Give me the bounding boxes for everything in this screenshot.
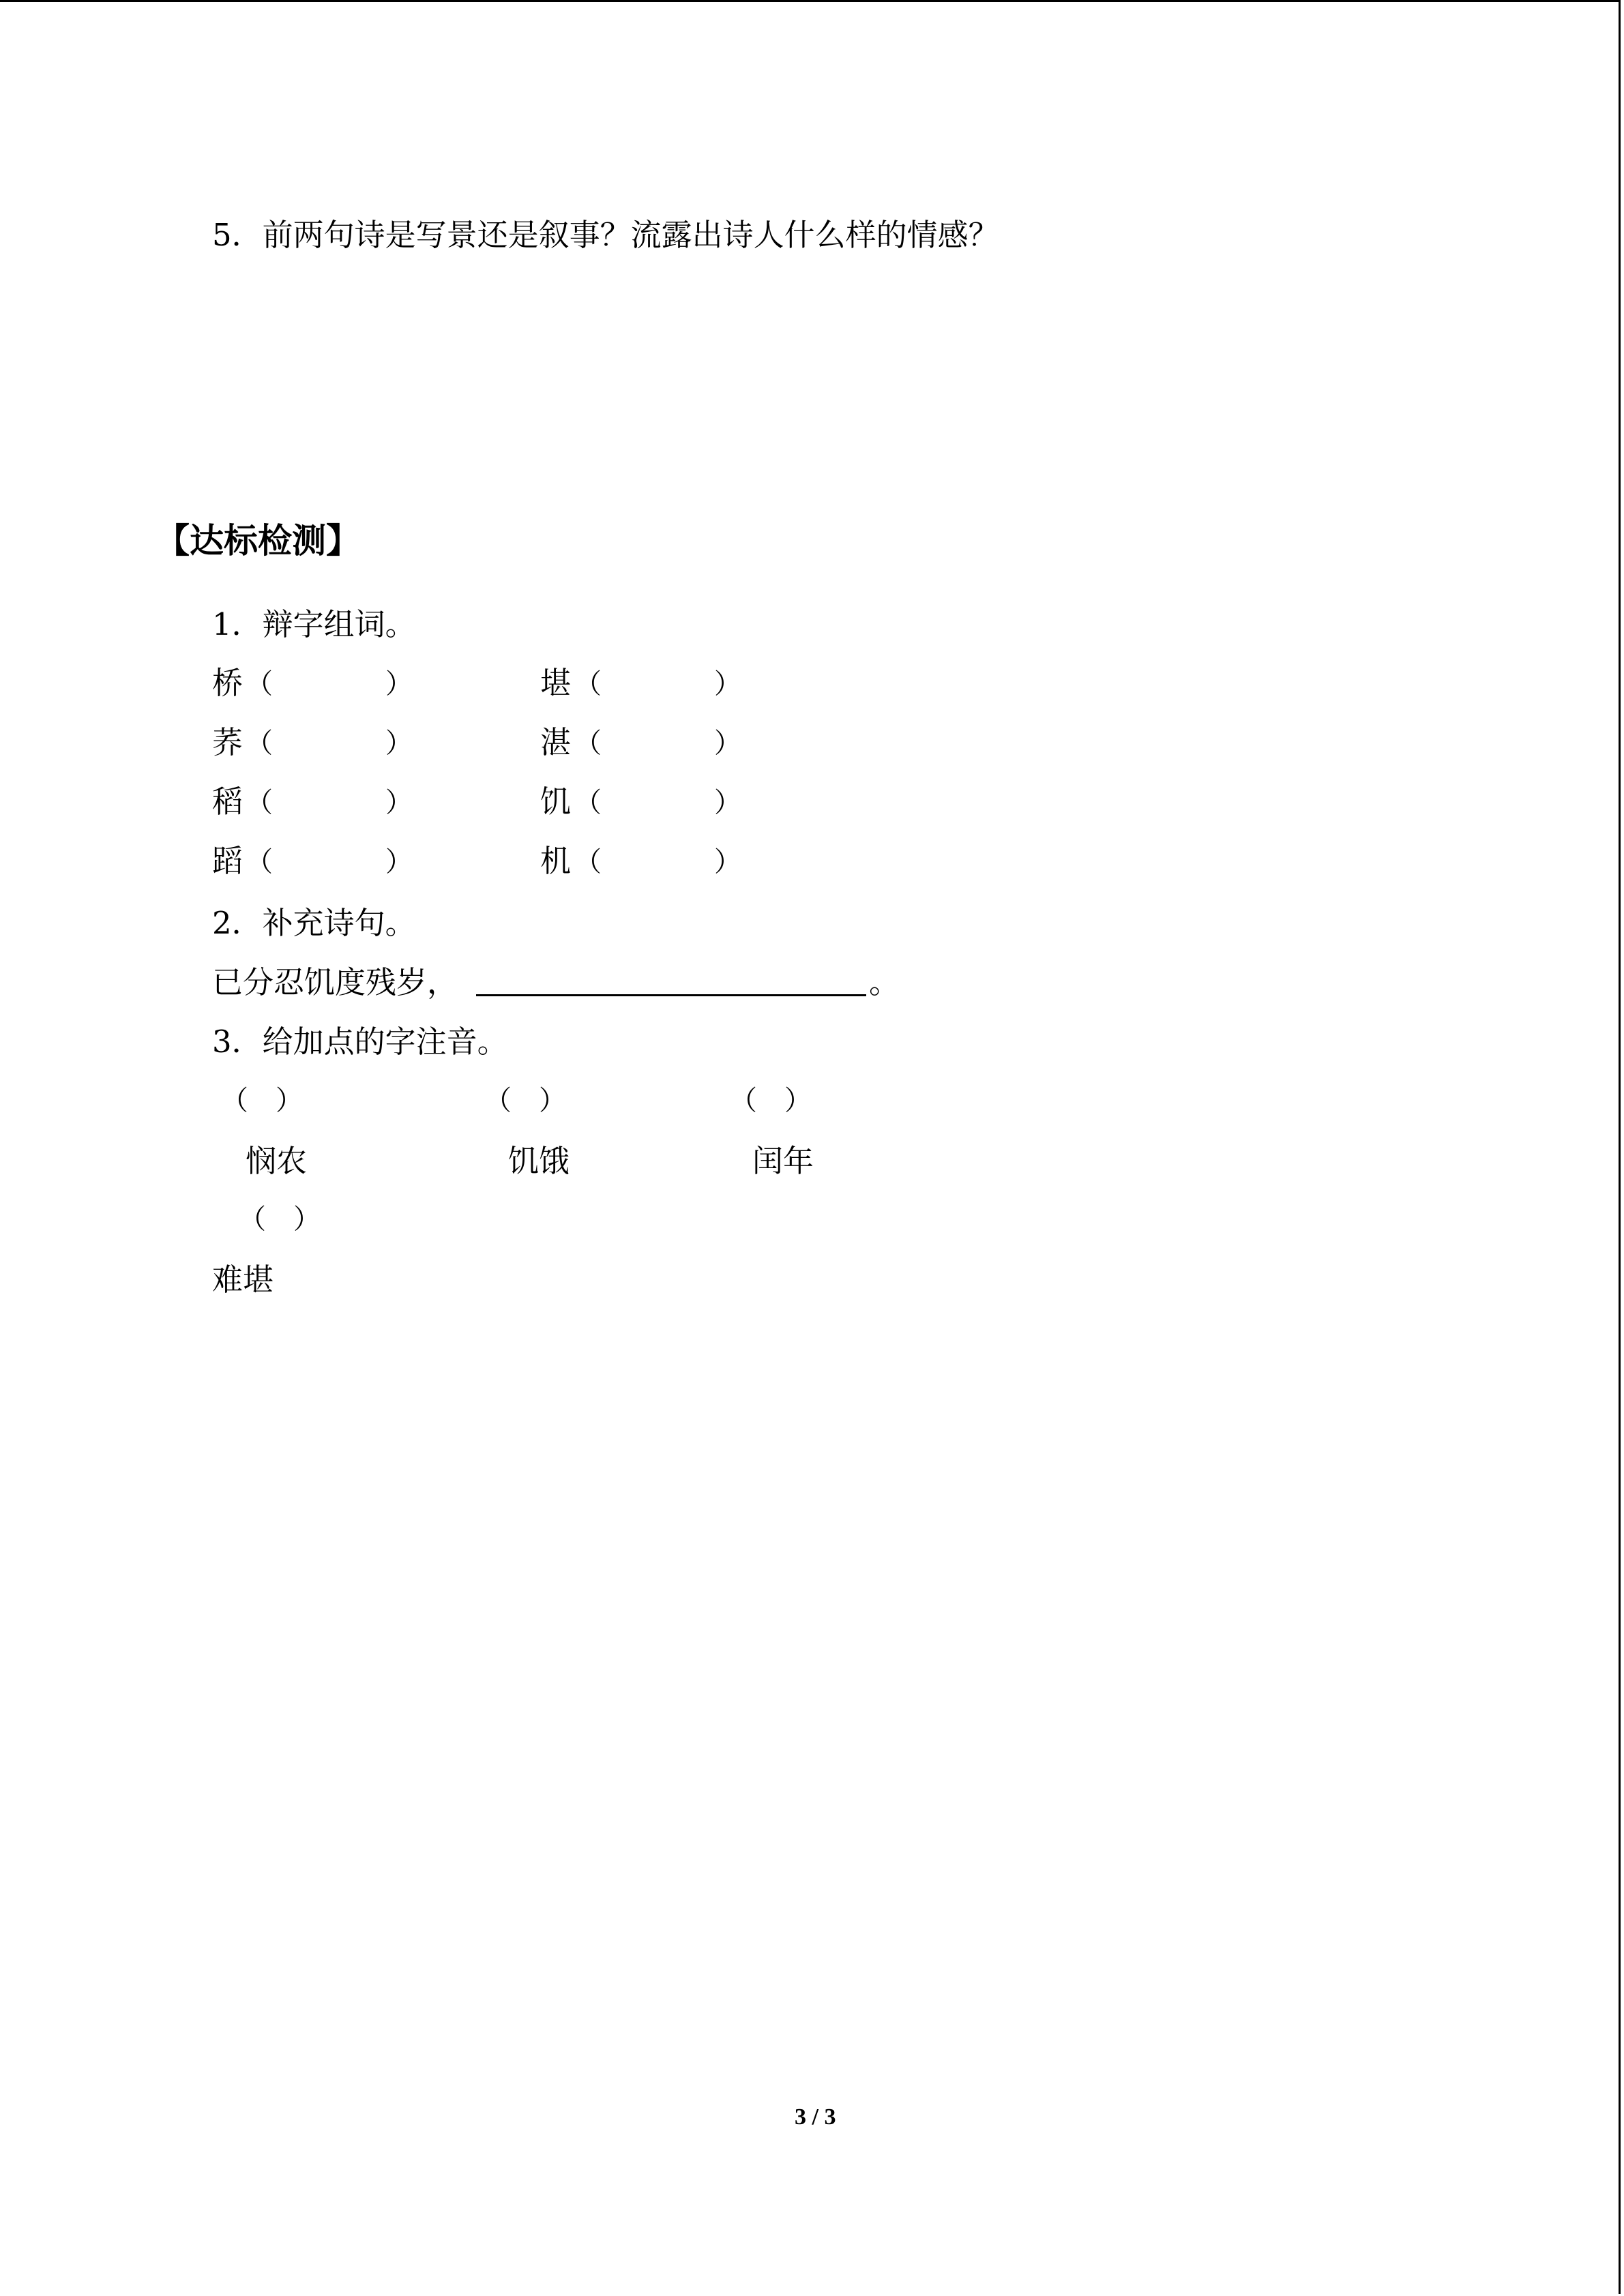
q1-paren-open: （ [574,728,602,759]
page-number: 3 / 3 [795,2104,836,2130]
question-2-title: 2．补充诗句。 [212,905,416,941]
q1-char-right: 饥 [540,784,572,820]
q1-paren-open: （ [246,668,273,700]
q1-char-left: 荞 [212,724,243,760]
q1-paren-close: ） [385,846,413,878]
q1-paren-open: （ [574,787,602,818]
q1-char-left: 稻 [212,784,243,820]
q1-char-right: 湛 [540,724,572,760]
q1-char-right: 机 [540,843,572,879]
q1-paren-close: ） [385,787,413,818]
q1-paren-open: （ [246,846,273,878]
q3-word: 悯农 [246,1143,308,1179]
q1-paren-close: ） [385,668,413,700]
q1-paren-close: ） [385,728,413,759]
q2-poem-line: 已分忍饥度残岁， [212,964,458,1000]
q3-pinyin-blank[interactable]: （ ） [239,1204,321,1235]
question-5: 5．前两句诗是写景还是叙事？流露出诗人什么样的情感？ [212,217,999,253]
q3-word: 难堪 [212,1262,274,1298]
q1-paren-close: ） [714,787,741,818]
q3-word: 饥饿 [508,1143,570,1179]
question-1-title: 1．辩字组词。 [212,606,416,642]
q1-paren-open: （ [246,787,273,818]
q1-paren-close: ） [714,668,741,700]
q1-paren-open: （ [246,728,273,759]
question-3-title: 3．给加点的字注音。 [212,1024,508,1060]
q1-paren-close: ） [714,728,741,759]
q1-paren-close: ） [714,846,741,878]
q3-pinyin-blank[interactable]: （ ） [221,1085,303,1116]
q3-pinyin-blank[interactable]: （ ） [484,1085,566,1116]
q1-paren-open: （ [574,846,602,878]
q2-end-mark: 。 [869,964,900,1000]
q3-pinyin-blank[interactable]: （ ） [730,1085,812,1116]
q1-paren-open: （ [574,668,602,700]
section-title: 【达标检测】 [156,521,360,561]
q1-char-left: 桥 [212,665,243,701]
q3-word: 闰年 [752,1143,814,1179]
q2-answer-blank[interactable] [476,994,866,996]
q1-char-right: 堪 [540,665,572,701]
q1-char-left: 蹈 [212,843,243,879]
